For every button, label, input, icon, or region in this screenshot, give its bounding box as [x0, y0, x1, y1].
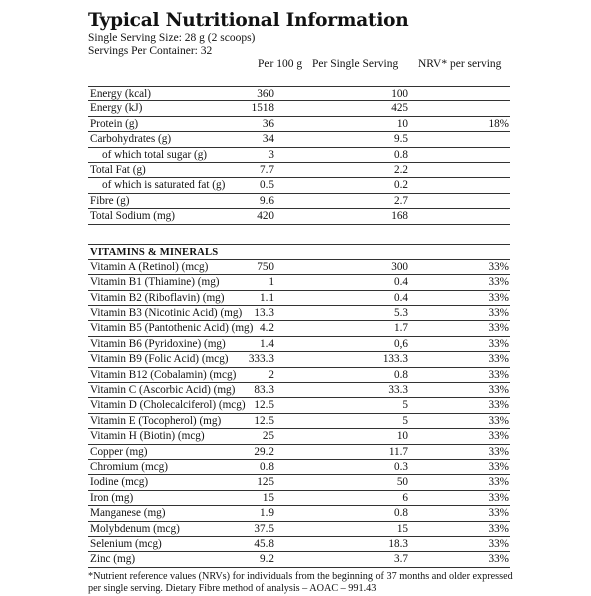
value-per-100g: 1.1 — [260, 291, 274, 304]
value-per-100g: 420 — [257, 210, 274, 223]
value-nrv: 33% — [488, 507, 509, 520]
row-label: Vitamin A (Retinol) (mcg) — [90, 260, 209, 273]
value-per-100g: 34 — [262, 133, 274, 146]
row-label: Iodine (mcg) — [90, 476, 149, 489]
vitamins-header-row — [88, 245, 510, 260]
value-per-serving: 5 — [402, 414, 408, 427]
value-per-100g: 13.3 — [254, 307, 274, 320]
value-per-100g: 0.8 — [260, 460, 274, 473]
table-row — [88, 306, 510, 321]
row-label: Energy (kcal) — [90, 88, 151, 100]
value-nrv: 33% — [488, 307, 509, 320]
value-per-100g: 1518 — [251, 102, 274, 115]
row-label: Vitamin E (Tocopherol) (mg) — [90, 414, 222, 427]
value-per-serving: 1.7 — [394, 322, 408, 335]
value-per-100g: 12.5 — [254, 399, 274, 412]
table-row — [88, 491, 510, 506]
value-per-100g: 3 — [268, 148, 274, 161]
row-label: Chromium (mcg) — [90, 460, 168, 473]
value-per-serving: 100 — [391, 88, 408, 100]
value-per-serving: 5.3 — [394, 307, 408, 320]
row-label: Protein (g) — [90, 117, 139, 130]
value-nrv: 33% — [488, 414, 509, 427]
row-label: of which total sugar (g) — [102, 148, 208, 161]
value-per-100g: 333.3 — [248, 353, 274, 366]
header-spacer — [88, 72, 510, 86]
value-per-serving: 300 — [391, 260, 408, 273]
nutrition-panel — [88, 10, 513, 596]
table-row — [88, 414, 510, 429]
table-row — [88, 475, 510, 490]
serving-size: Single Serving Size: 28 g (2 scoops) — [88, 32, 256, 44]
value-per-100g: 15 — [262, 491, 274, 504]
value-per-serving: 0,6 — [394, 337, 408, 350]
table-row — [88, 194, 510, 209]
value-per-serving: 15 — [396, 522, 408, 535]
value-per-100g: 29.2 — [254, 445, 274, 458]
table-row — [88, 383, 510, 398]
value-nrv: 33% — [488, 291, 509, 304]
row-label: Fibre (g) — [90, 194, 130, 207]
value-per-100g: 12.5 — [254, 414, 274, 427]
table-row — [88, 321, 510, 336]
page-title: Typical Nutritional Information — [88, 10, 409, 31]
row-label: Vitamin B6 (Pyridoxine) (mg) — [90, 337, 226, 350]
servings-per-container: Servings Per Container: 32 — [88, 45, 213, 57]
value-nrv: 33% — [488, 399, 509, 412]
column-header-per-serving: Per Single Serving — [312, 58, 399, 70]
value-per-100g: 0.5 — [260, 179, 274, 192]
value-per-serving: 133.3 — [382, 353, 408, 366]
value-nrv: 33% — [488, 522, 509, 535]
value-per-serving: 3.7 — [394, 553, 408, 566]
table-row — [88, 460, 510, 475]
value-per-serving: 2.2 — [394, 163, 408, 176]
row-label: Zinc (mg) — [90, 553, 136, 566]
value-nrv: 33% — [488, 476, 509, 489]
value-per-100g: 83.3 — [254, 384, 274, 397]
value-per-100g: 125 — [257, 476, 274, 489]
value-per-serving: 10 — [396, 430, 408, 443]
column-header-per-100g: Per 100 g — [258, 58, 303, 70]
table-row — [88, 429, 510, 444]
row-label: Vitamin B9 (Folic Acid) (mcg) — [90, 353, 229, 366]
value-per-serving: 2.7 — [394, 194, 408, 207]
table-row — [88, 209, 510, 224]
table-row — [88, 178, 510, 193]
value-per-100g: 1 — [268, 276, 274, 289]
value-per-serving: 50 — [396, 476, 408, 489]
value-per-100g: 36 — [262, 117, 274, 130]
value-per-serving: 0.2 — [394, 179, 408, 192]
section-gap — [88, 225, 510, 245]
table-row — [88, 398, 510, 413]
value-nrv: 33% — [488, 491, 509, 504]
row-label: Energy (kJ) — [90, 102, 143, 115]
value-per-serving: 0.4 — [394, 276, 408, 289]
nutrition-table — [88, 86, 510, 225]
value-per-serving: 9.5 — [394, 133, 408, 146]
value-nrv: 33% — [488, 384, 509, 397]
value-per-serving: 33.3 — [388, 384, 408, 397]
value-per-serving: 0.3 — [394, 460, 408, 473]
table-row — [88, 337, 510, 352]
value-per-100g: 1.9 — [260, 507, 274, 520]
row-label: Total Fat (g) — [90, 163, 146, 176]
value-per-serving: 11.7 — [388, 445, 408, 458]
row-label: Carbohydrates (g) — [90, 133, 172, 146]
value-nrv: 33% — [488, 353, 509, 366]
table-row — [88, 148, 510, 163]
table-row — [88, 260, 510, 275]
value-per-100g: 2 — [268, 368, 274, 381]
row-label: Vitamin D (Cholecalciferol) (mcg) — [90, 399, 246, 412]
table-row — [88, 101, 510, 116]
vitamin-table — [88, 260, 510, 568]
row-label: Vitamin B2 (Riboflavin) (mg) — [90, 291, 225, 304]
row-label: Total Sodium (mg) — [90, 210, 175, 223]
value-per-serving: 425 — [391, 102, 408, 115]
value-per-100g: 1.4 — [260, 337, 274, 350]
footnote: *Nutrient reference values (NRVs) for individuals from the beginning of 37 months and older expressed per single serving. Dietary Fibre method of analysis – AOAC – 991.43 — [88, 570, 513, 595]
value-per-serving: 168 — [391, 210, 408, 223]
table-row — [88, 352, 510, 367]
value-nrv: 33% — [488, 337, 509, 350]
value-nrv: 33% — [488, 276, 509, 289]
table-row — [88, 537, 510, 552]
table-row — [88, 291, 510, 306]
row-label: Manganese (mg) — [90, 507, 166, 520]
value-per-serving: 5 — [402, 399, 408, 412]
table-row — [88, 445, 510, 460]
table-row — [88, 506, 510, 521]
value-nrv: 18% — [488, 117, 509, 130]
value-per-serving: 0.8 — [394, 148, 408, 161]
value-per-serving: 6 — [402, 491, 408, 504]
row-label: Vitamin B1 (Thiamine) (mg) — [90, 276, 220, 289]
value-per-100g: 360 — [257, 88, 274, 100]
row-label: Vitamin B3 (Nicotinic Acid) (mg) — [90, 307, 243, 320]
column-header-nrv: NRV* per serving — [418, 58, 502, 70]
table-row — [88, 275, 510, 290]
value-per-100g: 7.7 — [260, 163, 274, 176]
row-label: Molybdenum (mcg) — [90, 522, 180, 535]
value-nrv: 33% — [488, 430, 509, 443]
table-row — [88, 86, 510, 101]
value-per-100g: 4.2 — [260, 322, 274, 335]
row-label: Selenium (mcg) — [90, 537, 162, 550]
value-per-serving: 0.8 — [394, 507, 408, 520]
value-nrv: 33% — [488, 460, 509, 473]
value-per-100g: 37.5 — [254, 522, 274, 535]
row-label: Vitamin H (Biotin) (mcg) — [90, 430, 205, 443]
row-label: Vitamin C (Ascorbic Acid) (mg) — [90, 384, 236, 397]
row-label: Iron (mg) — [90, 491, 134, 504]
value-per-100g: 9.6 — [260, 194, 274, 207]
table-row — [88, 552, 510, 567]
value-nrv: 33% — [488, 322, 509, 335]
value-per-serving: 10 — [396, 117, 408, 130]
row-label: of which is saturated fat (g) — [102, 179, 226, 192]
value-per-serving: 0.8 — [394, 368, 408, 381]
value-per-100g: 25 — [262, 430, 274, 443]
table-row — [88, 117, 510, 132]
value-nrv: 33% — [488, 445, 509, 458]
table-row — [88, 522, 510, 537]
value-per-serving: 0.4 — [394, 291, 408, 304]
table-row — [88, 368, 510, 383]
vitamins-header: VITAMINS & MINERALS — [90, 246, 219, 258]
value-per-100g: 750 — [257, 260, 274, 273]
value-nrv: 33% — [488, 368, 509, 381]
table-row — [88, 132, 510, 147]
value-per-serving: 18.3 — [388, 537, 408, 550]
value-nrv: 33% — [488, 537, 509, 550]
value-nrv: 33% — [488, 553, 509, 566]
value-nrv: 33% — [488, 260, 509, 273]
table-row — [88, 163, 510, 178]
value-per-100g: 9.2 — [260, 553, 274, 566]
row-label: Vitamin B5 (Pantothenic Acid) (mg) — [90, 322, 254, 335]
row-label: Copper (mg) — [90, 445, 148, 458]
value-per-100g: 45.8 — [254, 537, 274, 550]
column-header-row — [88, 58, 510, 72]
row-label: Vitamin B12 (Cobalamin) (mcg) — [90, 368, 237, 381]
